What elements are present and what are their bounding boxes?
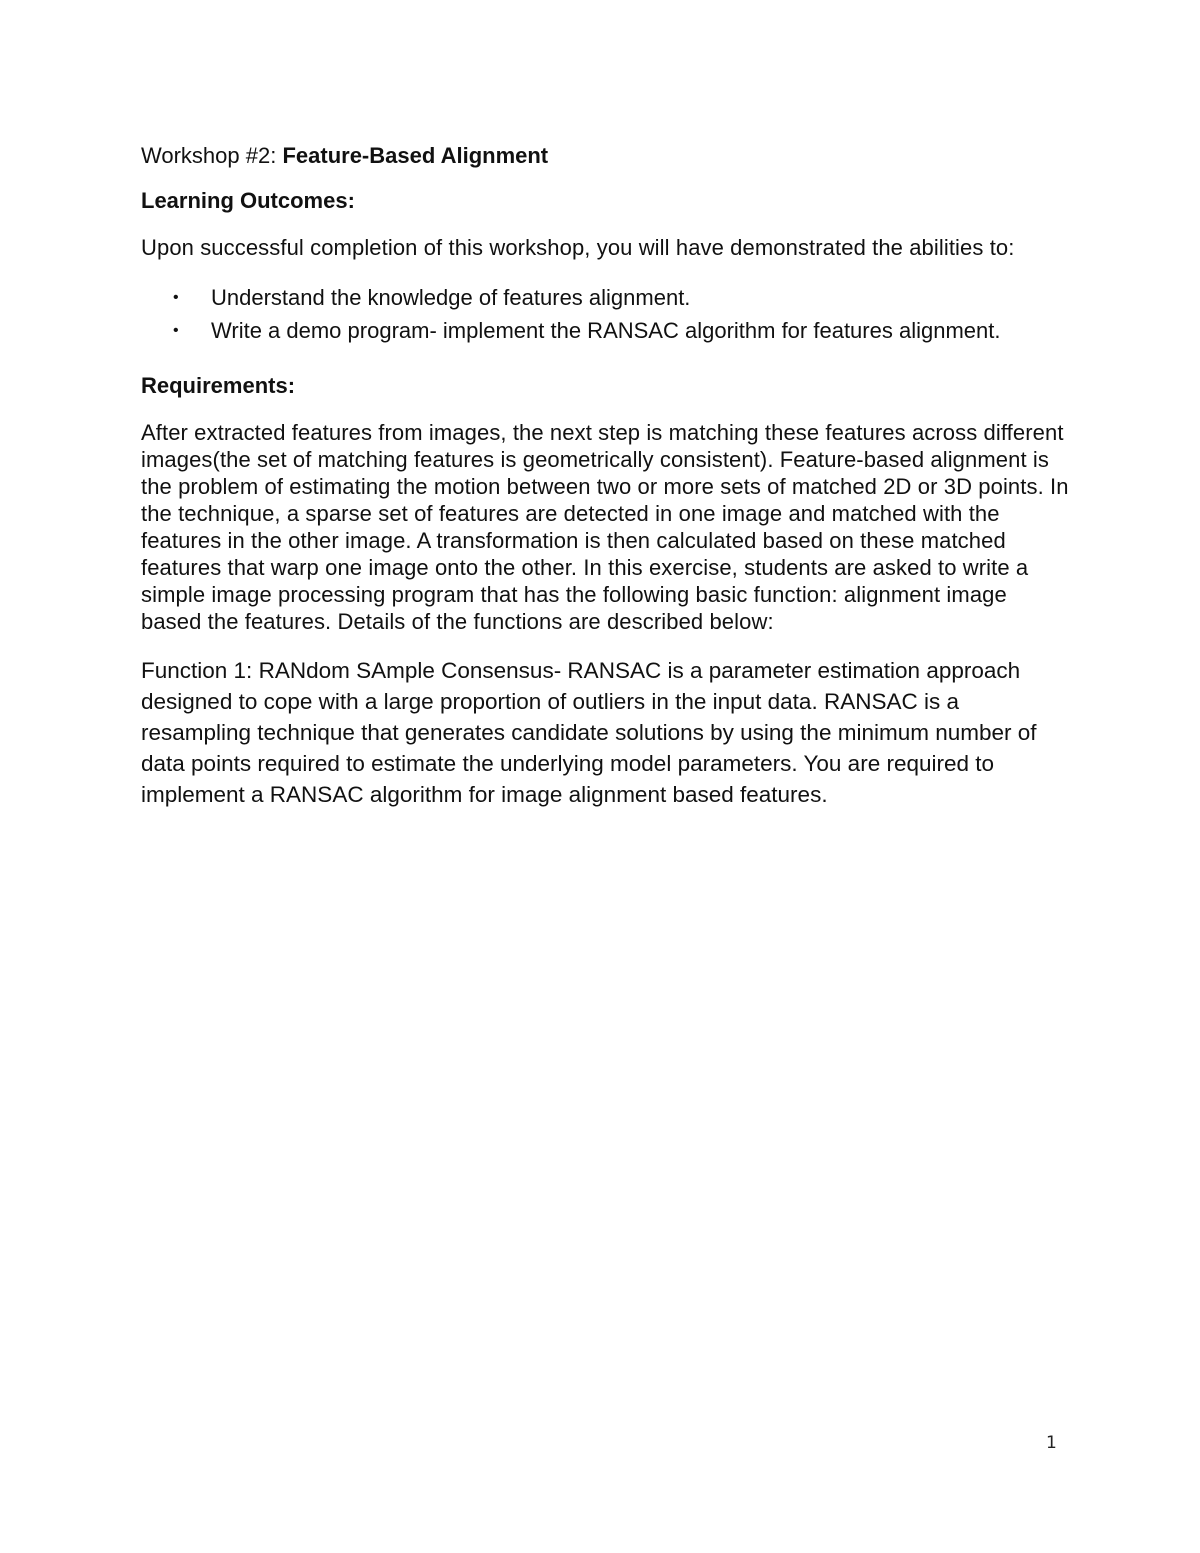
bullet-icon: •: [173, 289, 179, 306]
page-number: 1: [1046, 1433, 1057, 1453]
title-bold: Feature-Based Alignment: [282, 143, 549, 168]
title-prefix: Workshop #2:: [141, 143, 283, 168]
document-body: [141, 140, 1071, 810]
requirements-heading: Requirements:: [141, 373, 296, 398]
requirements-paragraph: After extracted features from images, the next step is matching these features across different images(the set of matching features is geometrically consistent). Feature-based alignment is the problem of estimating the motion between two or more sets of matched 2D or 3D points. In the technique, a sparse set of features are detected in one image and matched with the features in the other image. A transformation is then calculated based on these matched features that warp one image onto the other. In this exercise, students are asked to write a simple image processing program that has the following basic function: alignment image based the features. Details of the functions are described below:: [141, 420, 1069, 634]
learning-outcomes-heading: Learning Outcomes:: [141, 188, 355, 213]
list-item: [141, 281, 1071, 314]
list-item-text: Write a demo program- implement the RANSAC algorithm for features alignment.: [211, 318, 1001, 343]
list-item-text: Understand the knowledge of features alignment.: [211, 285, 691, 310]
learning-outcomes-list: [141, 281, 1071, 347]
bullet-icon: •: [173, 322, 179, 339]
function-1-paragraph: Function 1: RANdom SAmple Consensus- RANSAC is a parameter estimation approach designed to cope with a large proportion of outliers in the input data. RANSAC is a resampling technique that generates candidate solutions by using the minimum number of data points required to estimate the underlying model parameters. You are required to implement a RANSAC algorithm for image alignment based features.: [141, 658, 1037, 807]
list-item: [141, 314, 1071, 347]
page-title: [141, 140, 1071, 172]
learning-outcomes-intro: Upon successful completion of this workshop, you will have demonstrated the abilities to:: [141, 235, 1015, 260]
